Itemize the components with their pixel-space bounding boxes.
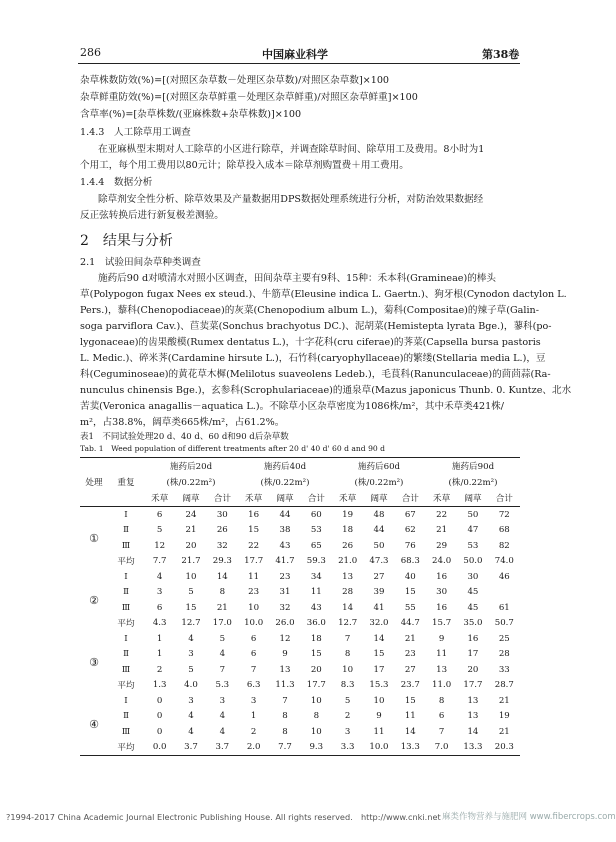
volume-label: 第38卷 (482, 48, 520, 61)
table-cell: 33 (498, 664, 510, 675)
col-header-total: 合计 (495, 494, 513, 504)
table-cell: 4 (188, 633, 194, 644)
table-cell: 65 (310, 540, 322, 551)
table-cell: 34 (310, 571, 322, 582)
table-cell: 7 (438, 726, 445, 737)
table-cell: 20 (185, 540, 197, 551)
table-cell: 21 (216, 602, 228, 613)
table-cell: 17 (467, 649, 479, 660)
table-cell: 13 (279, 664, 291, 675)
table-cell: 4.0 (184, 680, 198, 691)
col-header-grass: 禾草 (339, 494, 357, 504)
paragraph-line: nunculus chinensis Bge.)，玄参科(Scrophulariaceae)的通泉草(Mazus japonicus Thunb. 0. Kuntze、北水 (80, 385, 572, 396)
table-cell: 8 (344, 649, 351, 660)
replicate-label: Ⅱ (123, 711, 129, 722)
col-header-period: 施药后20d (169, 462, 213, 472)
treatment-label: ① (89, 531, 99, 545)
replicate-label: Ⅰ (124, 633, 128, 644)
table-cell: 50 (467, 509, 479, 520)
table-cell: 2 (344, 711, 351, 722)
table-cell: 11 (436, 649, 448, 660)
treatment-label: ② (89, 593, 99, 607)
table-cell: 43 (279, 540, 291, 551)
table-cell: 0 (156, 711, 163, 722)
col-header-unit: (株/0.22m²) (166, 478, 216, 488)
table-cell: 15 (404, 587, 416, 598)
table-cell: 53 (310, 525, 322, 536)
paragraph-line: 反正弦转换后进行新复极差测验。 (80, 210, 224, 221)
page-number: 286 (80, 46, 101, 59)
table-cell: 18 (342, 525, 354, 536)
table-cell: 76 (404, 540, 416, 551)
table-cell: 31 (279, 587, 291, 598)
table-row (80, 631, 520, 647)
table-cell: 7.7 (152, 556, 167, 567)
table-cell: 16 (248, 509, 260, 520)
table-cell: 15.7 (432, 618, 452, 629)
section-2-1-title: 2.1 试验田间杂草种类调查 (80, 257, 201, 268)
table-cell: 13 (467, 695, 479, 706)
formula-count-efficacy: 杂草株数防效(%)=[(对照区杂草数－处理区杂草数)/对照区杂草数]×100 (80, 75, 390, 86)
table-cell: 6 (250, 633, 257, 644)
table-cell: 4 (156, 571, 163, 582)
table-cell: 11 (310, 587, 322, 598)
table-cell: 38 (279, 525, 291, 536)
table-cell: 27 (373, 571, 385, 582)
table-cell: 5 (156, 525, 163, 536)
table-cell: 14 (342, 602, 354, 613)
table-row (80, 693, 520, 709)
treatment-label: ④ (89, 717, 99, 731)
table-cell: 44.7 (400, 618, 420, 629)
table-cell: 15 (248, 525, 260, 536)
table-cell: 14 (404, 726, 416, 737)
replicate-label: 平均 (117, 619, 135, 630)
table-cell: 17.7 (244, 556, 264, 567)
table-cell: 2 (156, 664, 163, 675)
paragraph-line: 苦荬(Veronica anagallis－aquatica L.)。不除草小区杂草密度为1086株/m²，其中禾草类421株/ (80, 401, 505, 412)
table-cell: 59.3 (306, 556, 326, 567)
section-2-title: 2 结果与分析 (80, 233, 173, 249)
table-cell: 17 (373, 664, 385, 675)
replicate-label: Ⅰ (124, 571, 128, 582)
col-header-total: 合计 (307, 494, 325, 504)
table-cell: 13 (467, 711, 479, 722)
table-cell: 45 (467, 602, 479, 613)
replicate-label: Ⅱ (123, 649, 129, 660)
replicate-label: 平均 (117, 557, 135, 568)
table-cell: 36.0 (306, 618, 326, 629)
table-cell: 10 (310, 726, 322, 737)
table-cell: 46 (498, 571, 510, 582)
table-cell: 19 (498, 711, 510, 722)
table-cell: 12.7 (338, 618, 358, 629)
table-cell: 3 (156, 587, 163, 598)
table-cell: 35.0 (463, 618, 483, 629)
paragraph-line: m²，占38.8%，阔草类665株/m²，占61.2%。 (80, 417, 285, 428)
replicate-label: Ⅲ (121, 726, 131, 737)
table-cell: 45 (467, 587, 479, 598)
table-row (80, 585, 520, 601)
table-cell: 1.3 (152, 680, 167, 691)
table-cell: 20 (467, 664, 479, 675)
table-cell: 12 (279, 633, 291, 644)
table-row (80, 678, 520, 694)
table-cell: 30 (467, 571, 479, 582)
col-header-unit: (株/0.22m²) (354, 478, 404, 488)
table-cell: 3.3 (340, 742, 355, 753)
table-cell: 21 (436, 525, 448, 536)
table-cell: 3 (250, 695, 257, 706)
table-cell: 14 (373, 633, 385, 644)
table-cell: 48 (373, 509, 385, 520)
replicate-label: Ⅲ (121, 664, 131, 675)
col-header-broadleaf: 阔草 (276, 494, 294, 504)
table-cell: 43 (310, 602, 322, 613)
formula-weed-ratio: 含草率(%)=[杂草株数/(亚麻株数+杂草株数)]×100 (80, 109, 302, 120)
table-cell: 10 (310, 695, 322, 706)
table-cell: 3.7 (184, 742, 198, 753)
table-cell: 67 (404, 509, 416, 520)
table-cell: 20.3 (494, 742, 514, 753)
col-header-grass: 禾草 (433, 494, 451, 504)
table-cell: 72 (498, 509, 510, 520)
paragraph-line: 除草剂安全性分析、除草效果及产量数据用DPS数据处理系统进行分析，对防治效果数据经 (98, 194, 484, 205)
table-caption-en: Tab. 1 Weed population of different treatments after 20 d' 40 d' 60 d and 90 d (80, 444, 386, 453)
table-row (80, 647, 520, 663)
table-cell: 3.7 (215, 742, 230, 753)
table-cell: 7.7 (278, 742, 292, 753)
table-cell: 16 (436, 571, 448, 582)
table-cell: 26 (342, 540, 354, 551)
paragraph-line: lygonaceae)的齿果酸模(Rumex dentatus L.)，十字花科(cru ciferae)的荠菜(Capsella bursa pastoris (80, 337, 541, 348)
table-cell: 21.0 (338, 556, 358, 567)
table-cell: 10 (342, 664, 354, 675)
table-cell: 20 (310, 664, 322, 675)
table-cell: 2.0 (246, 742, 261, 753)
table-cell: 10.0 (244, 618, 264, 629)
table-caption-cn: 表1 不同试验处理20 d、40 d、60 d和90 d后杂草数 (80, 432, 289, 442)
table-cell: 0 (156, 726, 163, 737)
table-cell: 15 (373, 649, 385, 660)
table-cell: 13.3 (400, 742, 420, 753)
table-cell: 28 (342, 587, 354, 598)
table-cell: 44 (279, 509, 291, 520)
header-rule (78, 63, 520, 64)
table-cell: 26 (216, 525, 228, 536)
col-header-grass: 禾草 (245, 494, 263, 504)
table-row (80, 724, 520, 740)
table-cell: 8 (282, 726, 288, 737)
table-cell: 60 (310, 509, 322, 520)
table-cell: 55 (404, 602, 416, 613)
table-cell: 47.3 (369, 556, 389, 567)
table-cell: 14 (467, 726, 479, 737)
table-cell: 29.3 (212, 556, 232, 567)
table-cell: 8 (219, 587, 226, 598)
table-cell: 22 (436, 509, 448, 520)
table-cell: 7 (250, 664, 257, 675)
treatment-label: ③ (89, 655, 99, 669)
table-cell: 39 (373, 587, 385, 598)
col-header-treatment: 处理 (85, 478, 103, 488)
table-cell: 21 (498, 695, 510, 706)
paragraph-line: Pers.)，藜科(Chenopodiaceae)的灰菜(Chenopodium album L.)，菊科(Compositae)的辣子草(Galin- (80, 305, 539, 316)
table-cell: 3 (188, 695, 194, 706)
table-cell: 4 (219, 649, 226, 660)
table-cell: 74.0 (494, 556, 514, 567)
col-header-period: 施药后40d (263, 462, 307, 472)
table-cell: 6 (250, 649, 257, 660)
table-cell: 9.3 (309, 742, 324, 753)
table-cell: 16 (436, 602, 448, 613)
paragraph-line: 施药后90 d对喷清水对照小区调查，田间杂草主要有9科、15种：禾本科(Gramineae)的棒头 (98, 273, 496, 284)
col-header-period: 施药后90d (451, 462, 495, 472)
section-1-4-3-title: 1.4.3 人工除草用工调查 (80, 127, 191, 138)
replicate-label: Ⅰ (124, 509, 128, 520)
table-cell: 50 (373, 540, 385, 551)
table-cell: 32 (279, 602, 291, 613)
table-cell: 19 (342, 509, 354, 520)
col-header-unit: (株/0.22m²) (448, 478, 498, 488)
replicate-label: 平均 (117, 743, 135, 754)
table-cell: 15.3 (369, 680, 389, 691)
journal-title: 中国麻业科学 (262, 48, 328, 61)
table-row (80, 709, 520, 725)
table-cell: 0.0 (152, 742, 167, 753)
table-cell: 18 (310, 633, 322, 644)
table-cell: 3 (188, 649, 194, 660)
table-cell: 7 (219, 664, 226, 675)
col-header-total: 合计 (401, 494, 419, 504)
table-cell: 6 (156, 509, 163, 520)
table-cell: 50.0 (463, 556, 483, 567)
table-cell: 9 (376, 711, 382, 722)
replicate-label: Ⅰ (124, 695, 128, 706)
replicate-label: Ⅲ (121, 540, 131, 551)
table-cell: 5 (344, 695, 351, 706)
table-cell: 9 (282, 649, 288, 660)
table-cell: 12.7 (181, 618, 201, 629)
table-row (80, 662, 520, 678)
table-cell: 28.7 (494, 680, 514, 691)
table-row (80, 523, 520, 539)
table-cell: 29 (436, 540, 448, 551)
table-cell: 41 (373, 602, 385, 613)
table-cell: 10 (185, 571, 197, 582)
col-header-broadleaf: 阔草 (370, 494, 388, 504)
table-cell: 28 (498, 649, 510, 660)
table-cell: 11.0 (432, 680, 452, 691)
paragraph-line: L. Medic.)、碎米荠(Cardamine hirsute L.)，石竹科(caryophyllaceae)的繁缕(Stellaria media L.)，豆 (80, 353, 546, 364)
table-cell: 24.0 (432, 556, 452, 567)
col-header-unit: (株/0.22m²) (260, 478, 310, 488)
table-cell: 53 (467, 540, 479, 551)
table-cell: 21 (404, 633, 416, 644)
table-cell: 5 (219, 633, 226, 644)
table-cell: 21 (498, 726, 510, 737)
table-cell: 11 (404, 711, 416, 722)
table-cell: 3 (344, 726, 351, 737)
table-cell: 25 (498, 633, 510, 644)
table-cell: 4 (188, 711, 194, 722)
table-cell: 23 (404, 649, 416, 660)
table-cell: 11 (373, 726, 385, 737)
table-cell: 2 (250, 726, 257, 737)
table-cell: 7 (282, 695, 288, 706)
watermark: 麻类作物营养与施肥网 www.fibercrops.com (442, 812, 616, 822)
table-cell: 8 (282, 711, 288, 722)
table-cell: 15 (310, 649, 322, 660)
weed-population-table (80, 457, 520, 756)
paragraph-line: soga parviflora Cav.)、苣荬菜(Sonchus brachyotus DC.)、泥胡菜(Hemistepta lyrata Bge.)，蓼科(po- (80, 321, 552, 332)
table-cell: 27 (404, 664, 416, 675)
table-cell: 10.0 (369, 742, 389, 753)
table-cell: 23 (279, 571, 291, 582)
table-cell: 26.0 (275, 618, 295, 629)
table-cell: 17.0 (212, 618, 232, 629)
table-cell: 4.3 (152, 618, 167, 629)
formula-weight-efficacy: 杂草鲜重防效(%)=[(对照区杂草鲜重－处理区杂草鲜重)/对照区杂草鲜重]×100 (80, 92, 418, 103)
table-cell: 15 (404, 695, 416, 706)
table-cell (489, 585, 520, 601)
table-cell: 22 (248, 540, 260, 551)
table-cell: 7.0 (434, 742, 449, 753)
table-cell: 3 (219, 695, 226, 706)
table-cell: 68 (498, 525, 510, 536)
table-cell: 6 (438, 711, 445, 722)
table-row (80, 616, 520, 632)
table-cell: 17.7 (463, 680, 483, 691)
table-cell: 0 (156, 695, 163, 706)
table-cell: 6 (156, 602, 163, 613)
table-cell: 9 (438, 633, 445, 644)
table-row (80, 569, 520, 585)
table-cell: 24 (185, 509, 197, 520)
table-cell: 32 (216, 540, 228, 551)
table-cell: 8 (438, 695, 445, 706)
table-row (80, 554, 520, 570)
table-cell: 50.7 (494, 618, 514, 629)
table-cell: 21.7 (181, 556, 201, 567)
table-cell: 21 (185, 525, 197, 536)
table-cell: 30 (436, 587, 448, 598)
table-cell: 1 (250, 711, 257, 722)
table-cell: 1 (156, 633, 163, 644)
table-cell: 4 (219, 726, 226, 737)
table-row (80, 507, 520, 523)
replicate-label: 平均 (117, 681, 135, 692)
table-cell: 5 (188, 587, 194, 598)
col-header-grass: 禾草 (151, 494, 169, 504)
table-cell: 4 (219, 711, 226, 722)
col-header-replicate: 重复 (117, 478, 135, 488)
table-cell: 1 (156, 649, 163, 660)
table-cell: 8 (313, 711, 320, 722)
copyright-text: ?1994-2017 China Academic Journal Electronic Publishing House. All rights reserved. http://www.cnki.net (6, 812, 441, 822)
table-cell: 23 (248, 587, 260, 598)
table-cell: 6.3 (246, 680, 261, 691)
table-cell: 61 (498, 602, 510, 613)
table-cell: 11 (248, 571, 260, 582)
table-cell: 30 (216, 509, 228, 520)
table-cell: 32.0 (369, 618, 389, 629)
table-cell: 44 (373, 525, 385, 536)
table-cell: 8.3 (340, 680, 355, 691)
paragraph-line: 科(Ceguminoseae)的黄花草木樨(Melilotus suaveolens Ledeb.)，毛茛科(Ranunculaceae)的茴茴蒜(Ra- (80, 369, 551, 380)
table-cell: 7 (344, 633, 351, 644)
table-cell: 62 (404, 525, 416, 536)
table-cell: 41.7 (275, 556, 295, 567)
table-cell: 5 (188, 664, 194, 675)
col-header-total: 合计 (213, 494, 231, 504)
replicate-label: Ⅱ (123, 525, 129, 536)
replicate-label: Ⅲ (121, 602, 131, 613)
table-cell: 82 (498, 540, 510, 551)
table-cell: 10 (248, 602, 260, 613)
paragraph-line: 在亚麻枞型末期对人工除草的小区进行除草，并调查除草时间、除草用工及费用。8小时为1 (98, 144, 485, 155)
table-cell: 16 (467, 633, 479, 644)
section-1-4-4-title: 1.4.4 数据分析 (80, 177, 153, 188)
table-cell: 68.3 (400, 556, 420, 567)
table-cell: 11.3 (275, 680, 295, 691)
table-row (80, 600, 520, 616)
table-cell: 13 (436, 664, 448, 675)
table-cell: 47 (467, 525, 479, 536)
table-cell: 4 (188, 726, 194, 737)
table-cell: 40 (404, 571, 416, 582)
col-header-broadleaf: 阔草 (464, 494, 482, 504)
table-cell: 14 (216, 571, 228, 582)
replicate-label: Ⅱ (123, 587, 129, 598)
table-cell: 17.7 (306, 680, 326, 691)
table-cell: 13.3 (463, 742, 483, 753)
table-cell: 15 (185, 602, 197, 613)
table-row (80, 740, 520, 756)
table-row (80, 538, 520, 554)
col-header-period: 施药后60d (357, 462, 401, 472)
col-header-broadleaf: 阔草 (182, 494, 200, 504)
table-cell: 23.7 (400, 680, 420, 691)
paragraph-line: 草(Polypogon fugax Nees ex steud.)、牛筋草(Eleusine indica L. Gaertn.)、狗牙根(Cynodon dactylon L. (80, 289, 567, 300)
paragraph-line: 个用工，每个用工费用以80元计；除草投入成本＝除草剂购置费＋用工费用。 (80, 160, 409, 171)
table-cell: 12 (154, 540, 166, 551)
table-cell: 13 (342, 571, 354, 582)
table-cell: 10 (373, 695, 385, 706)
copyright-footer (6, 812, 441, 823)
table-cell: 5.3 (215, 680, 230, 691)
